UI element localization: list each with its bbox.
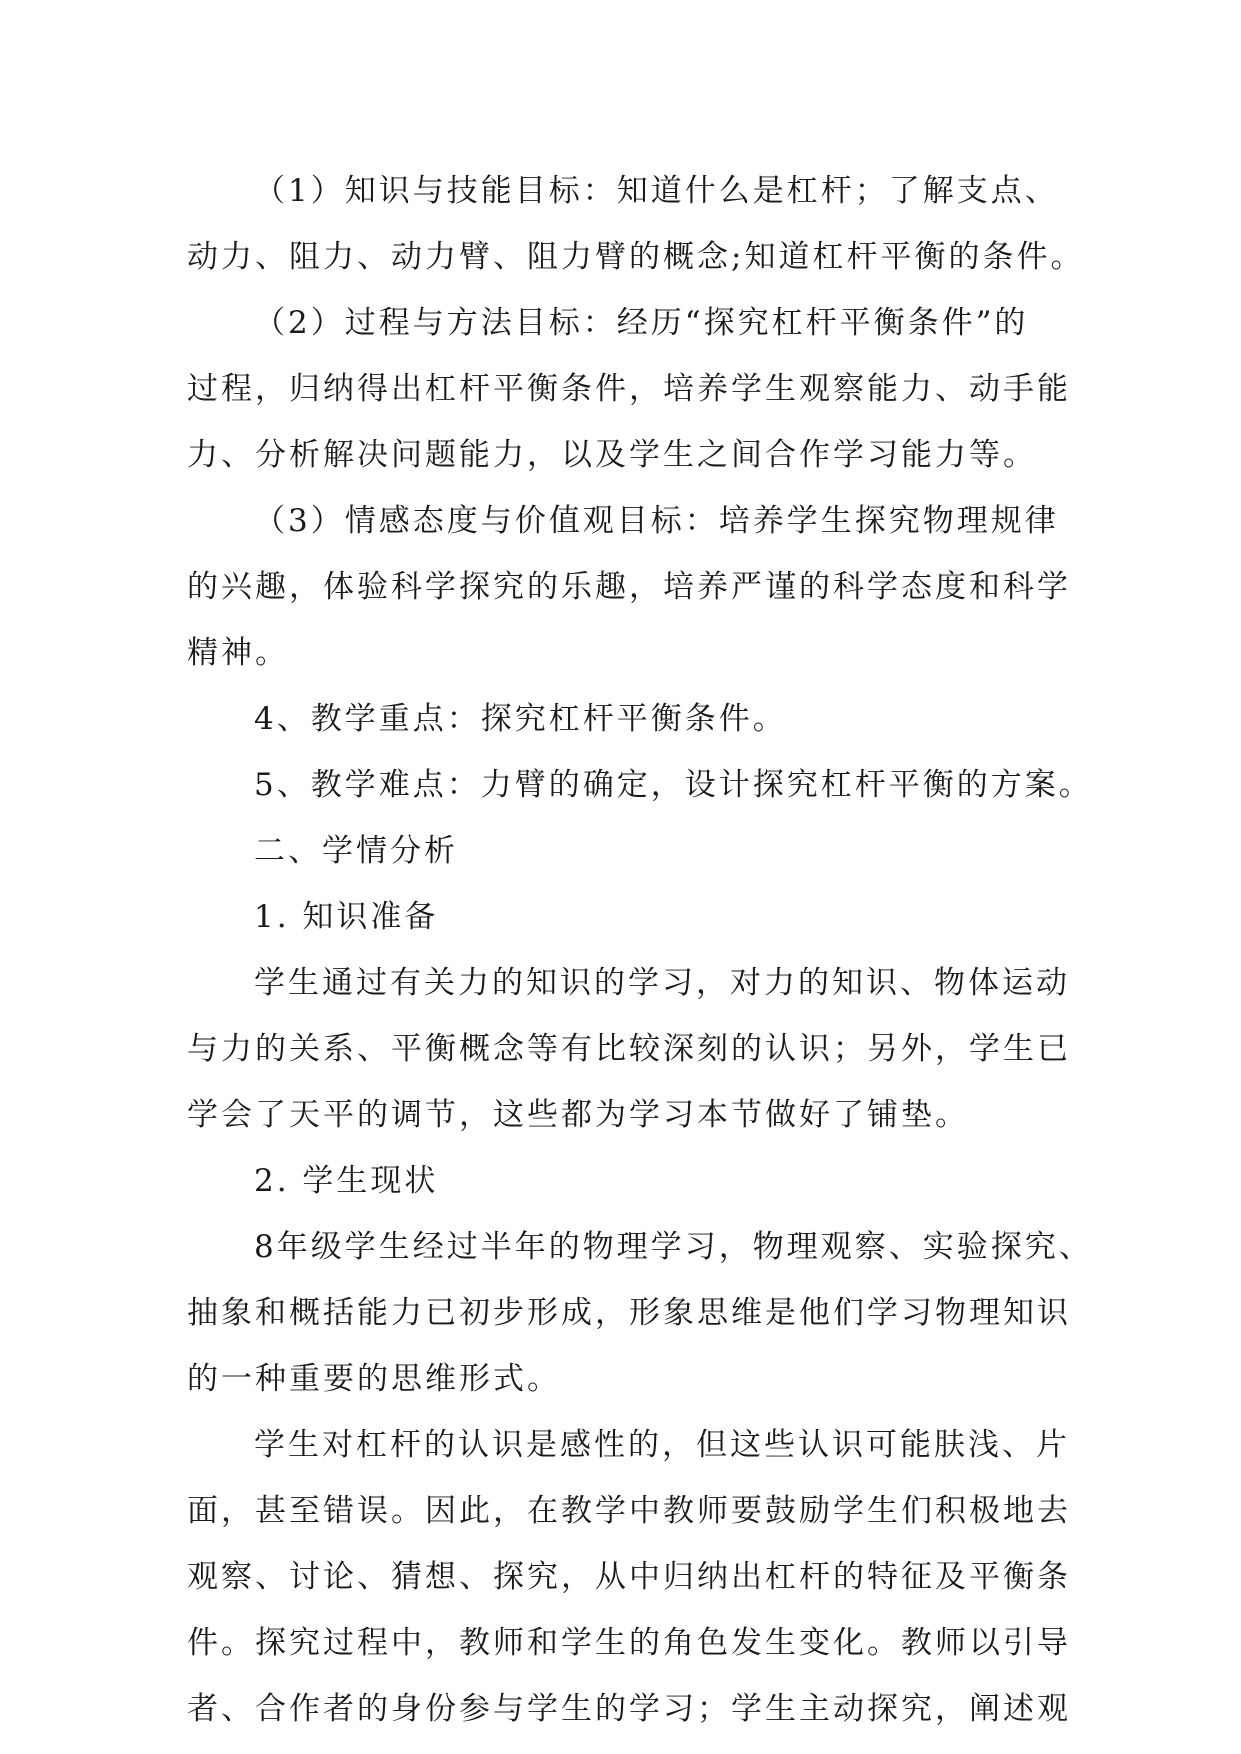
text-line: 件。探究过程中，教师和学生的角色发生变化。教师以引导: [187, 1625, 1071, 1661]
text-line: 力、分析解决问题能力，以及学生之间合作学习能力等。: [187, 437, 1037, 473]
text-line: 精神。: [187, 635, 289, 671]
text-line: 者、合作者的身份参与学生的学习；学生主动探究，阐述观: [187, 1691, 1071, 1727]
text-line: 的一种重要的思维形式。: [187, 1361, 561, 1397]
text-line: 5、教学难点：力臂的确定，设计探究杠杆平衡的方案。: [254, 767, 1093, 803]
text-line: （3）情感态度与价值观目标：培养学生探究物理规律: [254, 503, 1059, 539]
text-line: 4、教学重点：探究杠杆平衡条件。: [254, 701, 787, 737]
section-heading: 二、学情分析: [254, 833, 458, 869]
text-line: 抽象和概括能力已初步形成，形象思维是他们学习物理知识: [187, 1295, 1071, 1331]
text-line: （2）过程与方法目标：经历“探究杠杆平衡条件”的: [254, 305, 1029, 341]
body-text: [187, 158, 1093, 1742]
text-line: 学会了天平的调节，这些都为学习本节做好了铺垫。: [187, 1097, 969, 1133]
text-line: 与力的关系、平衡概念等有比较深刻的认识；另外，学生已: [187, 1031, 1071, 1067]
text-line: 的兴趣，体验科学探究的乐趣，培养严谨的科学态度和科学: [187, 569, 1071, 605]
subsection-heading: 1. 知识准备: [254, 899, 439, 935]
text-line: 动力、阻力、动力臂、阻力臂的概念;知道杠杆平衡的条件。: [187, 239, 1085, 275]
text-line: 8年级学生经过半年的物理学习，物理观察、实验探究、: [254, 1229, 1093, 1265]
text-line: （1）知识与技能目标：知道什么是杠杆；了解支点、: [254, 173, 1059, 209]
text-line: 过程，归纳得出杠杆平衡条件，培养学生观察能力、动手能: [187, 371, 1071, 407]
text-line: 学生对杠杆的认识是感性的，但这些认识可能肤浅、片: [254, 1427, 1070, 1463]
text-line: 观察、讨论、猜想、探究，从中归纳出杠杆的特征及平衡条: [187, 1559, 1071, 1595]
text-line: 学生通过有关力的知识的学习，对力的知识、物体运动: [254, 965, 1070, 1001]
text-line: 面，甚至错误。因此，在教学中教师要鼓励学生们积极地去: [187, 1493, 1071, 1529]
subsection-heading: 2. 学生现状: [254, 1163, 439, 1199]
